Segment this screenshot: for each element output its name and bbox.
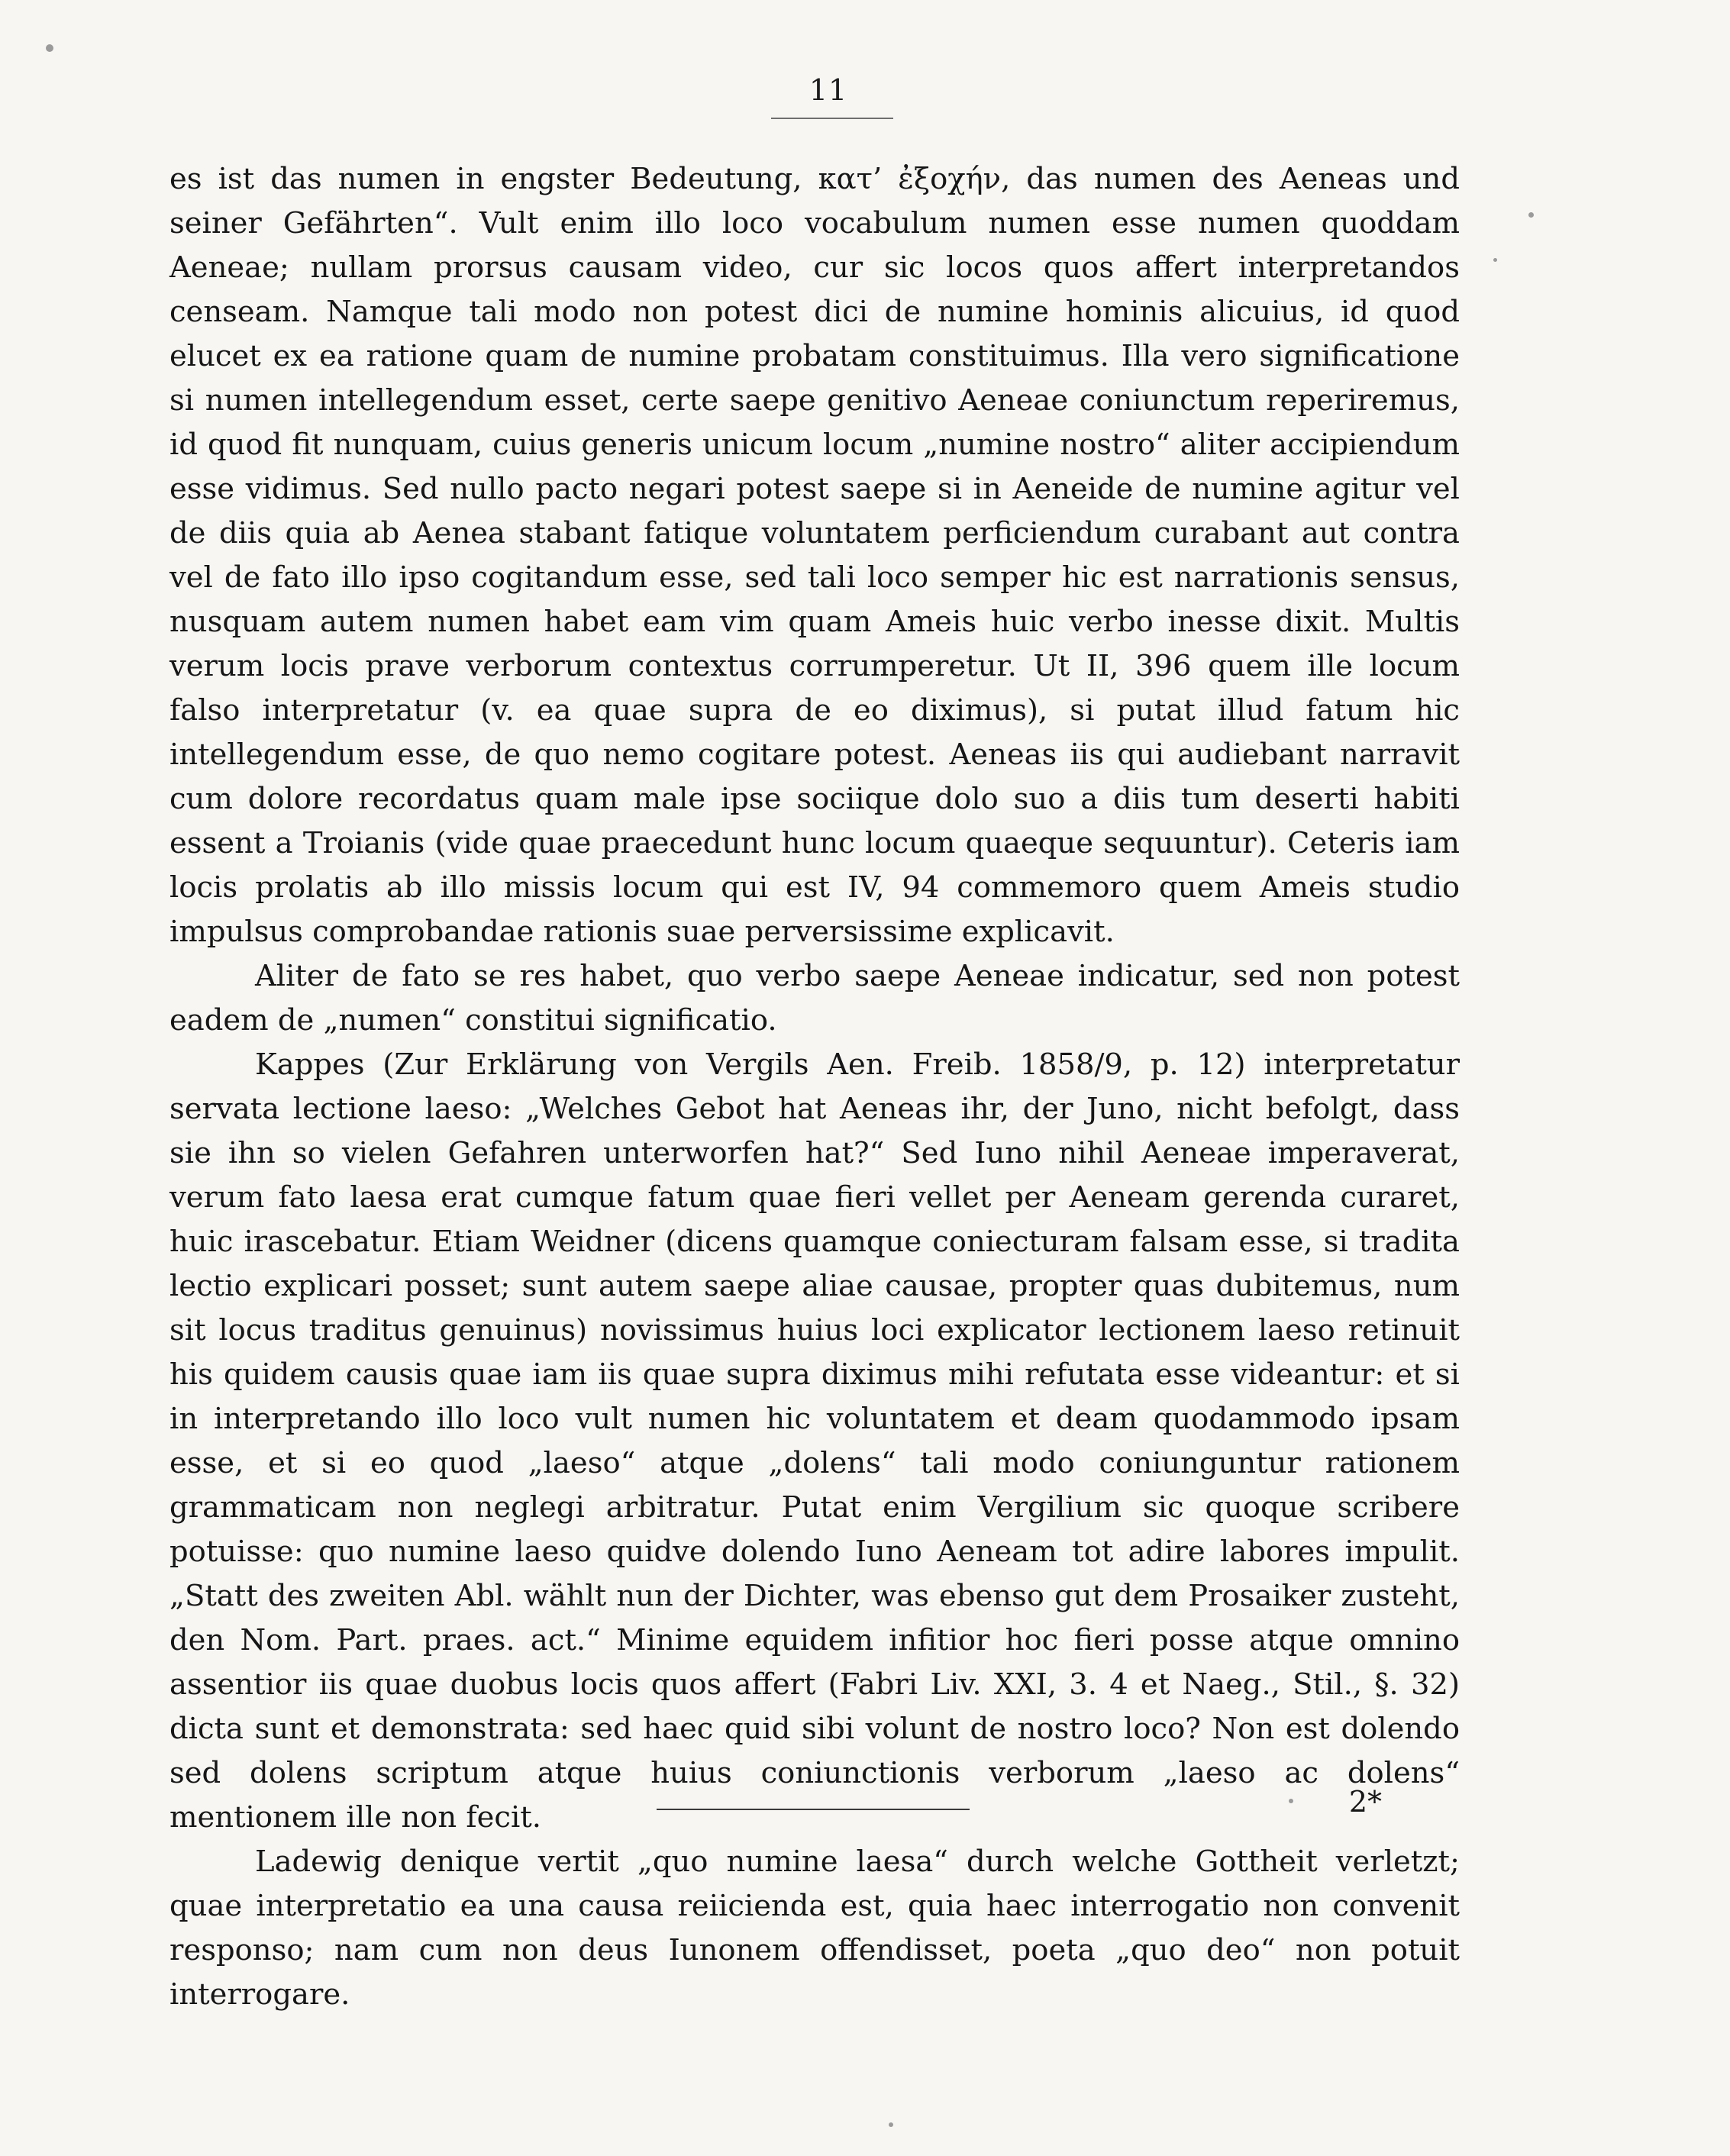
signature-mark: 2* xyxy=(1348,1785,1382,1819)
paragraph-1: es ist das numen in engster Bedeutung, κατ’ ἐξοχήν, das numen des Aeneas und seiner Gefährten“. Vult enim illo loco vocabulum numen esse numen quoddam Aeneae; nullam prorsus causam video, cur sic locos quos affert interpretandos censeam. Namque tali modo non potest dici de numine hominis alicuius, id quod elucet ex ea ratione quam de numine probatam constituimus. Illa vero significatione si numen intellegendum esset, certe saepe genitivo Aeneae coniunctum reperiremus, id quod fit nunquam, cuius generis unicum locum „numine nostro“ aliter accipiendum esse vidimus. Sed nullo pacto negari potest saepe si in Aeneide de numine agitur vel de diis quia ab Aenea stabant fatique voluntatem perficiendum curabant aut contra vel de fato illo ipso cogitandum esse, sed tali loco semper hic est narrationis sensus, nusquam autem numen habet eam vim quam Ameis huic verbo inesse dixit. Multis verum locis prave verborum contextus corrumperetur. Ut II, 396 quem ille locum falso interpretatur (v. ea quae supra de eo diximus), si putat illud fatum hic intellegendum esse, de quo nemo cogitare potest. Aeneas iis qui audiebant narravit cum dolore recordatus quam male ipse sociique dolo suo a diis tum deserti habiti essent a Troianis (vide quae praecedunt hunc locum quaeque sequuntur). Ceteris iam locis prolatis ab illo missis locum qui est IV, 94 commemoro quem Ameis studio impulsus comprobandae rationis suae perversissime explicavit. xyxy=(169,162,1460,949)
scan-speck xyxy=(889,2122,893,2127)
scan-speck xyxy=(1528,212,1534,218)
page-number-rule xyxy=(771,118,893,119)
paragraph-2: Aliter de fato se res habet, quo verbo saepe Aeneae indicatur, sed non potest eadem de „numen“ constitui significatio. xyxy=(169,959,1460,1038)
page-number: 11 xyxy=(809,73,848,107)
scan-speck xyxy=(1493,258,1497,262)
scan-speck xyxy=(46,44,53,52)
body-text xyxy=(169,157,1460,2017)
paragraph-3: Kappes (Zur Erklärung von Vergils Aen. Freib. 1858/9, p. 12) interpretatur servata lectione laeso: „Welches Gebot hat Aeneas ihr, der Juno, nicht befolgt, dass sie ihn so vielen Gefahren unterworfen hat?“ Sed Iuno nihil Aeneae imperaverat, verum fato laesa erat cumque fatum quae fieri vellet per Aeneam gerenda curaret, huic irascebatur. Etiam Weidner (dicens quamque coniecturam falsam esse, si tradita lectio explicari posset; sunt autem saepe aliae causae, propter quas dubitemus, num sit locus traditus genuinus) novissimus huius loci explicator lectionem laeso retinuit his quidem causis quae iam iis quae supra diximus mihi refutata esse videantur: et si in interpretando illo loco vult numen hic voluntatem et deam quodammodo ipsam esse, et si eo quod „laeso“ atque „dolens“ tali modo coniunguntur rationem grammaticam non neglegi arbitratur. Putat enim Vergilium sic quoque scribere potuisse: quo numine laeso quidve dolendo Iuno Aeneam tot adire labores impulit. „Statt des zweiten Abl. wählt nun der Dichter, was ebenso gut dem Prosaiker zusteht, den Nom. Part. praes. act.“ Minime equidem infitior hoc fieri posse atque omnino assentior iis quae duobus locis quos affert (Fabri Liv. XXI, 3. 4 et Naeg., Stil., §. 32) dicta sunt et demonstrata: sed haec quid sibi volunt de nostro loco? Non est dolendo sed dolens scriptum atque huius coniunctionis verborum „laeso ac dolens“ mentionem ille non fecit. xyxy=(169,1047,1460,1835)
scan-speck xyxy=(1289,1799,1293,1803)
paragraph-4: Ladewig denique vertit „quo numine laesa“ durch welche Gottheit verletzt; quae interpretatio ea una causa reiicienda est, quia haec interrogatio non convenit responso; nam cum non deus Iunonem offendisset, poeta „quo deo“ non potuit interrogare. xyxy=(169,1845,1460,2012)
footer-rule xyxy=(657,1809,970,1810)
